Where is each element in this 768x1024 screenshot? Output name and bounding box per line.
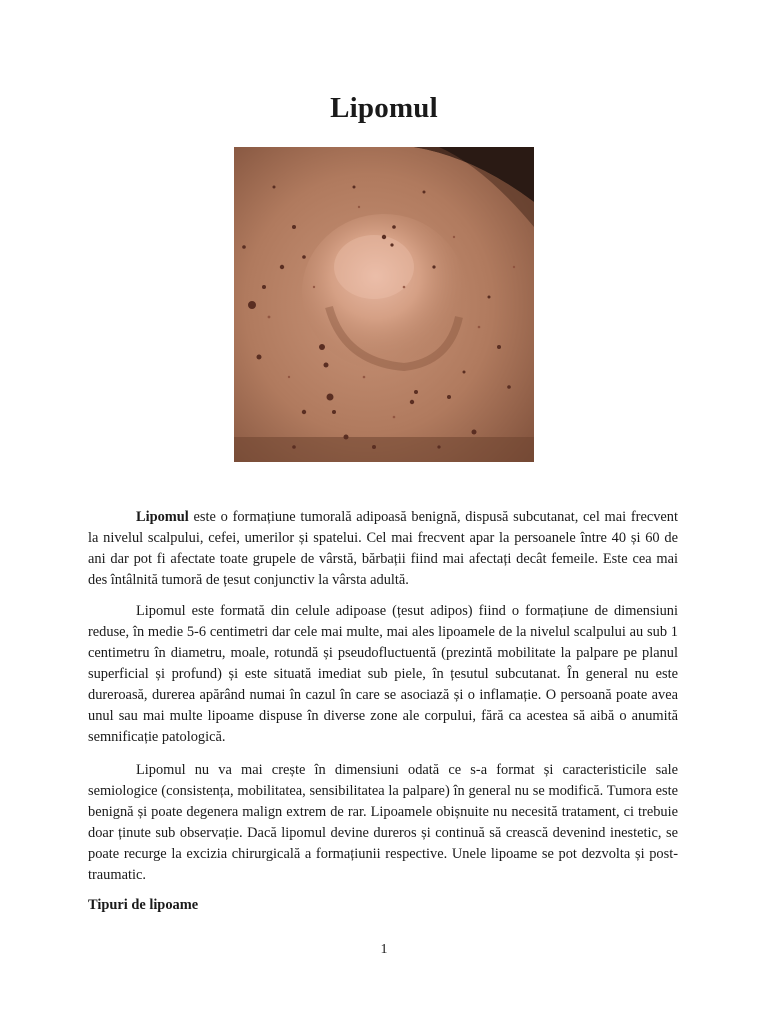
paragraph-1-text: este o formațiune tumorală adipoasă benignă, dispusă subcutanat, cel mai frecvent la nivelul scalpului, cefei, umerilor și spatelui. Cel mai frecvent apar la persoanele între 40 și 60 de ani dar pot fi afectate toate grupele de vârstă, bărbații fiind mai afectați decât femeile. Este cea mai des întâlnită tumoră de țesut conjunctiv la vârsta adultă. — [88, 509, 678, 588]
lipoma-photo — [234, 147, 534, 462]
paragraph-3: Lipomul nu va mai crește în dimensiuni odată ce s-a format și caracteristicile sale semiologice (consistența, mobilitatea, sensibilitatea la palpare) în general nu se modifică. Tumora este benignă și poate degenera malign extrem de rar. Lipoamele obișnuite nu necesită tratament, ci trebuie doar ținute sub observație. Dacă lipomul devine dureros și continuă să crească devenind inestetic, se poate recurge la excizia chirurgicală a formațiunii respective. Unele lipoame se pot dezvolta și post-traumatic. — [88, 762, 678, 883]
section-heading: Tipuri de lipoame — [88, 897, 199, 913]
page-title: Lipomul — [330, 92, 438, 124]
paragraph-1-lead: Lipomul — [136, 509, 189, 525]
page-number: 1 — [380, 942, 388, 957]
body-text — [88, 507, 678, 898]
paragraph-1 — [88, 507, 678, 591]
paragraph-2: Lipomul este formată din celule adipoase (țesut adipos) fiind o formațiune de dimensiuni reduse, în medie 5-6 centimetri dar cele mai multe, mai ales lipoamele de la nivelul scalpului au sub 1 centimetru în diametru, moale, rotundă și pseudofluctuentă (prezintă mobilitate la palpare pe planul superficial și profund) și este situată imediat sub piele, în țesutul subcutanat. În general nu este dureroasă, durerea apărând numai în cazul în care se asociază și o inflamație. O persoană poate avea unul sau mai multe lipoame dispuse în diverse zone ale corpului, fără ca acestea să aibă o anumită semnificație patologică. — [88, 603, 678, 745]
